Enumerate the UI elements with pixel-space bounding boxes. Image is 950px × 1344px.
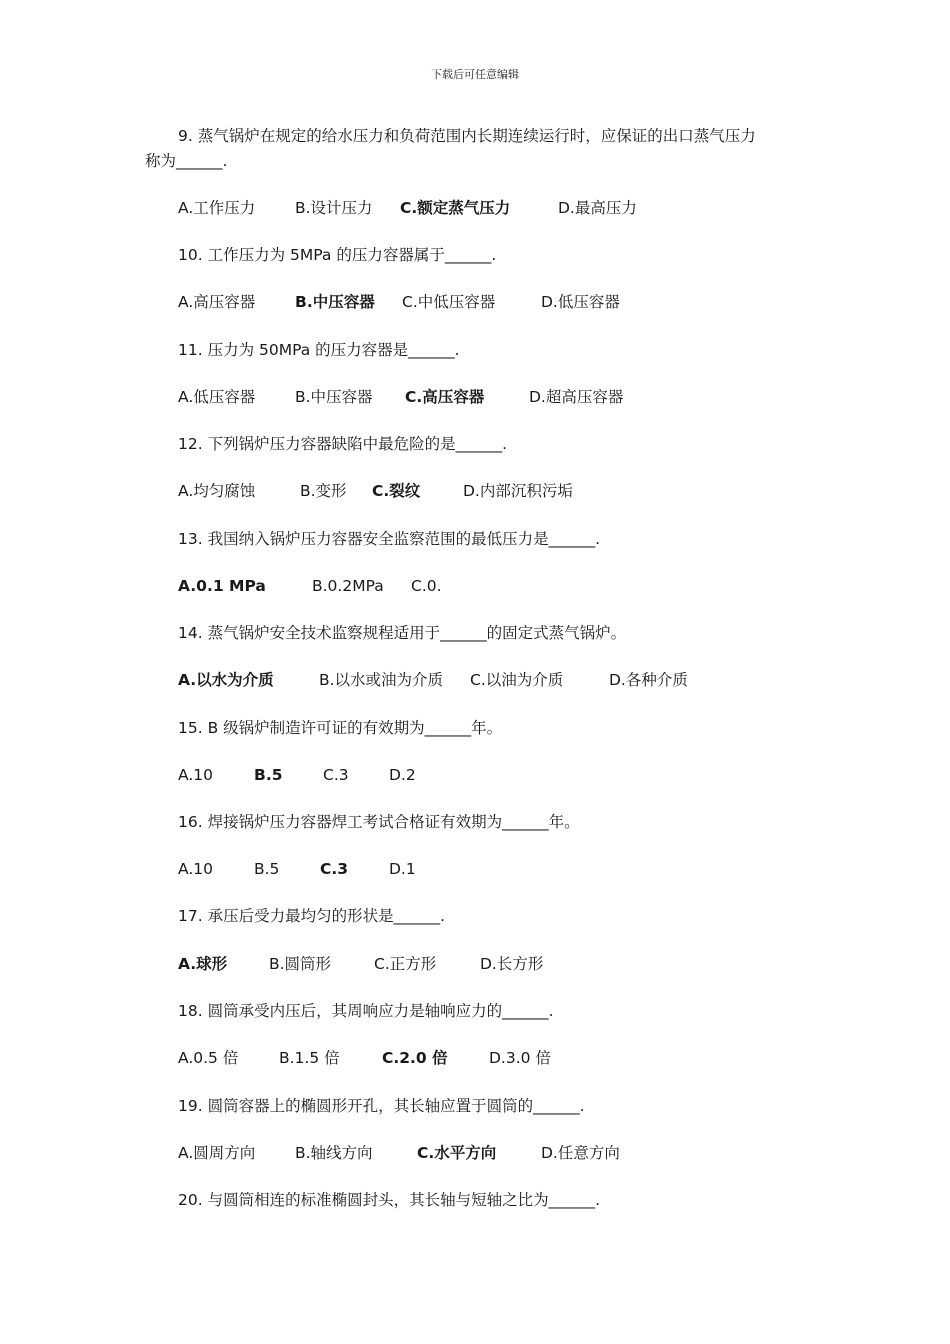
option: B.5 <box>254 860 280 878</box>
option: D.低压容器 <box>541 293 620 311</box>
option: C.3 <box>323 766 349 784</box>
option-row <box>178 292 620 312</box>
option-answer: C.裂纹 <box>372 482 421 500</box>
option-answer: B.中压容器 <box>295 293 375 311</box>
option-answer: B.5 <box>254 766 283 784</box>
question-text: 18. 圆筒承受内压后，其周响应力是轴响应力的______. <box>178 1002 554 1020</box>
question-text: 17. 承压后受力最均匀的形状是______. <box>178 907 446 925</box>
option-answer: C.额定蒸气压力 <box>400 199 511 217</box>
option: A.高压容器 <box>178 293 256 311</box>
option: C.以油为介质 <box>470 671 564 689</box>
option: A.圆周方向 <box>178 1144 256 1162</box>
option: D.任意方向 <box>541 1144 620 1162</box>
option: A.均匀腐蚀 <box>178 482 256 500</box>
option: D.最高压力 <box>558 199 637 217</box>
option: B.以水或油为介质 <box>319 671 444 689</box>
option: A.10 <box>178 860 213 878</box>
question-text: 12. 下列锅炉压力容器缺陷中最危险的是______. <box>178 435 508 453</box>
question-text: 15. B 级锅炉制造许可证的有效期为______年。 <box>178 719 503 737</box>
option: C.0. <box>411 577 442 595</box>
option-row <box>178 576 442 596</box>
option: A.低压容器 <box>178 388 256 406</box>
option-row <box>178 954 543 974</box>
question-text: 11. 压力为 50MPa 的压力容器是______. <box>178 341 460 359</box>
option-row <box>178 765 416 785</box>
option: B.1.5 倍 <box>279 1049 340 1067</box>
question-text: 14. 蒸气锅炉安全技术监察规程适用于______的固定式蒸气锅炉。 <box>178 624 627 642</box>
option: B.变形 <box>300 482 347 500</box>
question-text: 9. 蒸气锅炉在规定的给水压力和负荷范围内长期连续运行时，应保证的出口蒸气压力 <box>178 127 756 145</box>
option-answer: A.球形 <box>178 955 228 973</box>
option: D.各种介质 <box>609 671 688 689</box>
option-answer: C.高压容器 <box>405 388 485 406</box>
option-answer: C.2.0 倍 <box>382 1049 448 1067</box>
option-row <box>178 387 623 407</box>
option: D.长方形 <box>480 955 544 973</box>
option-row <box>178 859 416 879</box>
option: D.2 <box>389 766 416 784</box>
option: B.轴线方向 <box>295 1144 373 1162</box>
option-row <box>178 481 573 501</box>
option-row <box>178 1048 551 1068</box>
option-row <box>178 670 688 690</box>
option: D.内部沉积污垢 <box>463 482 573 500</box>
page-header: 下载后可任意编辑 <box>431 68 519 81</box>
question-text: 20. 与圆筒相连的标准椭圆封头，其长轴与短轴之比为______. <box>178 1191 601 1209</box>
option: C.中低压容器 <box>402 293 496 311</box>
option: A.10 <box>178 766 213 784</box>
option: A.工作压力 <box>178 199 256 217</box>
option-answer: C.3 <box>320 860 349 878</box>
question-text: 13. 我国纳入锅炉压力容器安全监察范围的最低压力是______. <box>178 530 601 548</box>
option: B.中压容器 <box>295 388 373 406</box>
option: D.3.0 倍 <box>489 1049 551 1067</box>
option: D.1 <box>389 860 416 878</box>
option: C.正方形 <box>374 955 437 973</box>
option: B.圆筒形 <box>269 955 332 973</box>
question-text: 10. 工作压力为 5MPa 的压力容器属于______. <box>178 246 497 264</box>
option-answer: C.水平方向 <box>417 1144 497 1162</box>
option: A.0.5 倍 <box>178 1049 239 1067</box>
question-text: 16. 焊接锅炉压力容器焊工考试合格证有效期为______年。 <box>178 813 580 831</box>
option-row <box>178 198 637 218</box>
option: B.设计压力 <box>295 199 373 217</box>
option: D.超高压容器 <box>529 388 624 406</box>
question-text: 19. 圆筒容器上的椭圆形开孔，其长轴应置于圆筒的______. <box>178 1097 585 1115</box>
option: B.0.2MPa <box>312 577 384 595</box>
option-answer: A.以水为介质 <box>178 671 274 689</box>
question-text-continued: 称为______. <box>145 152 228 170</box>
option-row <box>178 1143 620 1163</box>
option-answer: A.0.1 MPa <box>178 577 266 595</box>
